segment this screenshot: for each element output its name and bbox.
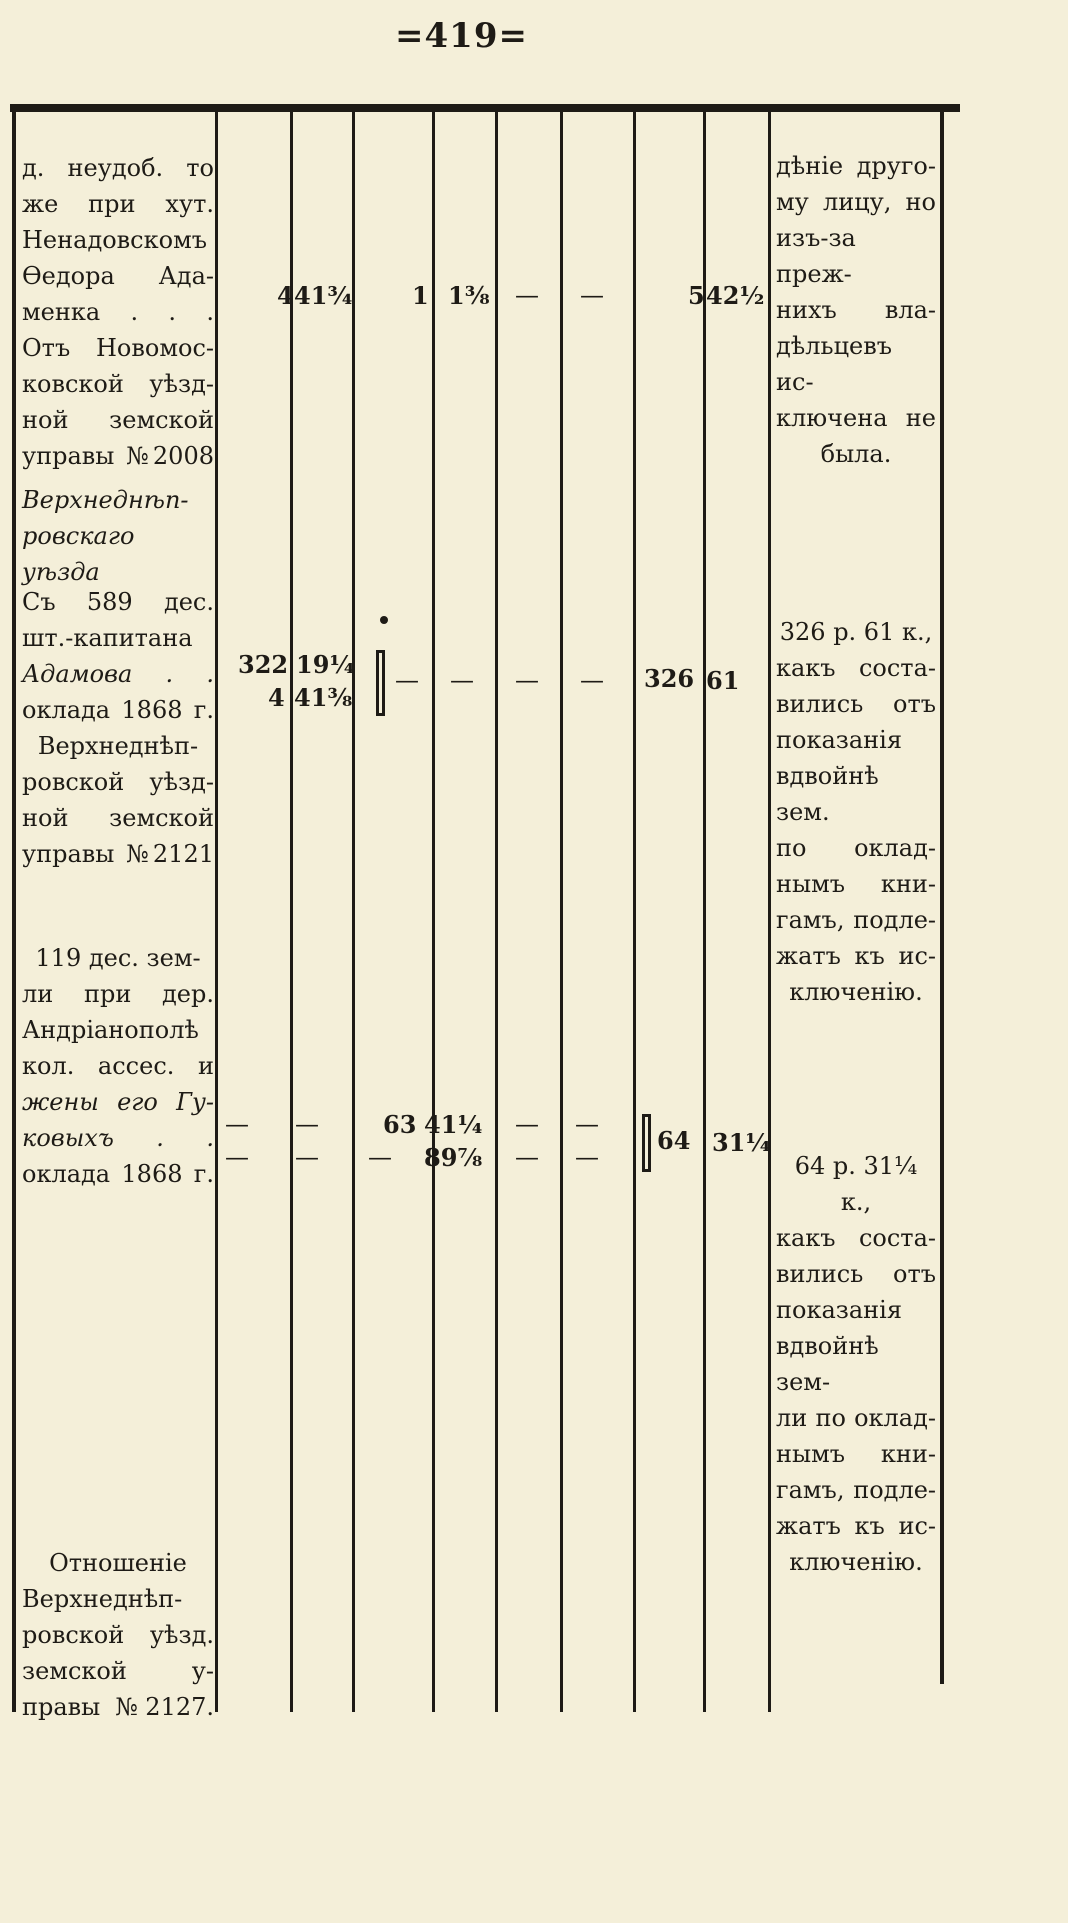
brace-bar [376,650,385,716]
column-divider [768,104,771,1712]
column-divider [352,104,355,1712]
entry-note: 64 р. 31¼ к., какъ соста- вились отъ показанія вдвойнѣ зем- ли по оклад- нымъ кни- гамъ, подле- жатъ къ ис- ключенію. [776,1152,936,1576]
empty-cell-dash: — [225,1143,249,1171]
empty-cell-dash: — [515,281,539,309]
value-cell: 31¼ [712,1128,771,1157]
value-cell: 326 [644,664,695,693]
value-cell: 64 [657,1126,691,1155]
column-divider [12,104,16,1712]
table-right-border [940,104,944,1684]
value-cell: 19¼ [296,650,355,679]
empty-cell-dash: — [450,666,474,694]
value-cell: 41¾ [294,281,353,310]
empty-cell-dash: — [295,1143,319,1171]
column-divider [703,104,706,1712]
empty-cell-dash: — [395,666,419,694]
empty-cell-dash: — [580,281,604,309]
brace-bar [642,1114,651,1172]
column-divider [432,104,435,1712]
column-divider [633,104,636,1712]
value-cell: 1⅜ [448,281,490,310]
empty-cell-dash: — [575,1110,599,1138]
entry-description: Отношеніе Верхнеднѣп- ровской уѣзд. земской у- правы №2127. [22,1549,214,1721]
value-cell: 4 [268,683,285,712]
entry-note: дѣніе друго- му лицу, но изъ-за преж- нихъ вла- дѣльцевъ ис- ключена не была. [776,152,936,468]
value-cell: 61 [706,666,740,695]
value-cell: 1 [412,281,429,310]
empty-cell-dash: — [515,666,539,694]
section-heading: Верхнеднѣп- ровскаго уѣзда [22,486,189,586]
value-cell: 41¼ [424,1110,483,1139]
entry-description: 119 дес. зем- ли при дер. Андріанополѣ кол. ассес. и жены его Гу- ковыхъ . . оклада 1868 г. [22,944,214,1188]
value-cell: 89⅞ [424,1143,483,1172]
ink-mark [380,616,388,624]
entry-description: Съ 589 дес. шт.-капитана Адамова . . оклада 1868 г. Верхнеднѣп- ровской уѣзд- ной земской управы №2121 [22,588,214,868]
page-number: = 419 = [395,16,575,56]
value-cell: 5 [688,281,705,310]
column-divider [560,104,563,1712]
column-divider [495,104,498,1712]
entry-description: д. неудоб. то же при хут. Ненадовскомъ Өедора Ада- менка . . . Отъ Новомос- ковской уѣзд- ной земской управы №2008 [22,154,214,470]
empty-cell-dash: — [295,1110,319,1138]
table-top-border [10,104,960,112]
value-cell: 322 [238,650,289,679]
value-cell: 41⅜ [294,683,353,712]
column-divider [290,104,293,1712]
empty-cell-dash: — [515,1143,539,1171]
column-divider [215,104,218,1712]
value-cell: 42½ [706,281,765,310]
empty-cell-dash: — [225,1110,249,1138]
empty-cell-dash: — [580,666,604,694]
value-cell: 63 [383,1110,417,1139]
empty-cell-dash: — [515,1110,539,1138]
entry-note: 326 р. 61 к., какъ соста- вились отъ показанія вдвойнѣ зем. по оклад- нымъ кни- гамъ, подле- жатъ къ ис- ключенію. [776,618,936,1006]
empty-cell-dash: — [575,1143,599,1171]
empty-cell-dash: — [368,1143,392,1171]
value-cell: 4 [277,281,294,310]
